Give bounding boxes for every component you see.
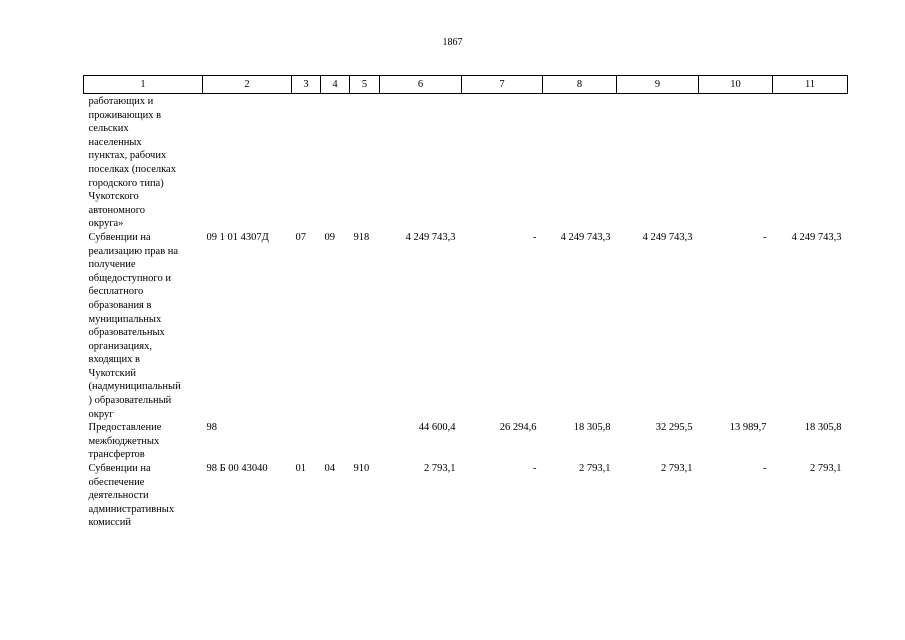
table-row	[84, 421, 848, 462]
column-header-9: 9	[617, 76, 699, 94]
row-subsection: 04	[324, 463, 335, 475]
page-number: 1867	[442, 37, 463, 48]
row-value-7	[462, 94, 543, 231]
row-value-7: -	[533, 463, 537, 475]
row-value-10: 13 989,7	[729, 422, 767, 434]
table-row	[84, 231, 848, 421]
row-expense-type: 910	[353, 463, 370, 475]
row-subsection	[321, 94, 350, 231]
row-name-cell	[84, 462, 203, 530]
column-header-2: 2	[203, 76, 292, 94]
row-expense-type	[350, 421, 380, 462]
row-value-8: 18 305,8	[573, 422, 611, 434]
column-header-3: 3	[292, 76, 321, 94]
row-value-10	[699, 94, 773, 231]
column-header-10: 10	[699, 76, 773, 94]
row-value-8: 4 249 743,3	[560, 231, 611, 243]
row-value-9: 2 793,1	[661, 463, 693, 475]
row-value-9: 32 295,5	[655, 422, 693, 434]
column-header-8: 8	[543, 76, 617, 94]
row-section	[292, 94, 321, 231]
column-header-5: 5	[350, 76, 380, 94]
row-value-6: 44 600,4	[418, 422, 456, 434]
row-section	[292, 421, 321, 462]
row-value-9: 4 249 743,3	[642, 231, 693, 243]
table-row	[84, 462, 848, 530]
row-name: Субвенции на обеспечение деятельности административных комиссий	[88, 463, 175, 529]
row-value-10: -	[763, 463, 767, 475]
row-value-8	[543, 94, 617, 231]
row-value-11: 18 305,8	[804, 422, 842, 434]
column-header-6: 6	[380, 76, 462, 94]
column-header-1: 1	[84, 76, 203, 94]
row-expense-type: 918	[353, 231, 370, 243]
row-value-6: 4 249 743,3	[405, 231, 456, 243]
row-value-6: 2 793,1	[424, 463, 456, 475]
row-section: 07	[295, 231, 306, 243]
row-value-9	[617, 94, 699, 231]
row-expense-type	[350, 94, 380, 231]
column-header-11: 11	[773, 76, 848, 94]
header-row	[84, 76, 848, 94]
row-subsection	[321, 421, 350, 462]
row-code: 98	[206, 422, 217, 434]
row-name-cell	[84, 421, 203, 462]
row-value-10: -	[763, 231, 767, 243]
row-name: Субвенции на реализацию прав на получение общедоступного и бесплатного образования в муниципальных образовательных организациях, входящих в Чукотский (надмуниципальный ) образовательный округ	[88, 231, 181, 420]
column-header-4: 4	[321, 76, 350, 94]
row-name-cell	[84, 94, 203, 231]
row-value-11: 4 249 743,3	[791, 231, 842, 243]
row-code: 09 1 01 4307Д	[206, 231, 269, 243]
row-code: 98 Б 00 43040	[206, 463, 268, 475]
column-header-7: 7	[462, 76, 543, 94]
row-subsection: 09	[324, 231, 335, 243]
row-value-7: 26 294,6	[499, 422, 537, 434]
row-name-cell	[84, 231, 203, 421]
row-value-6	[380, 94, 462, 231]
row-value-7: -	[533, 231, 537, 243]
row-code	[203, 94, 292, 231]
table-row	[84, 94, 848, 231]
row-name: Предоставление межбюджетных трансфертов	[88, 422, 162, 461]
budget-table	[83, 75, 848, 530]
row-value-11	[773, 94, 848, 231]
row-value-8: 2 793,1	[579, 463, 611, 475]
row-name: работающих и проживающих в сельских населенных пунктах, рабочих поселках (поселках городского типа) Чукотского автономного округа»	[88, 96, 176, 230]
row-value-11: 2 793,1	[810, 463, 842, 475]
row-section: 01	[295, 463, 306, 475]
